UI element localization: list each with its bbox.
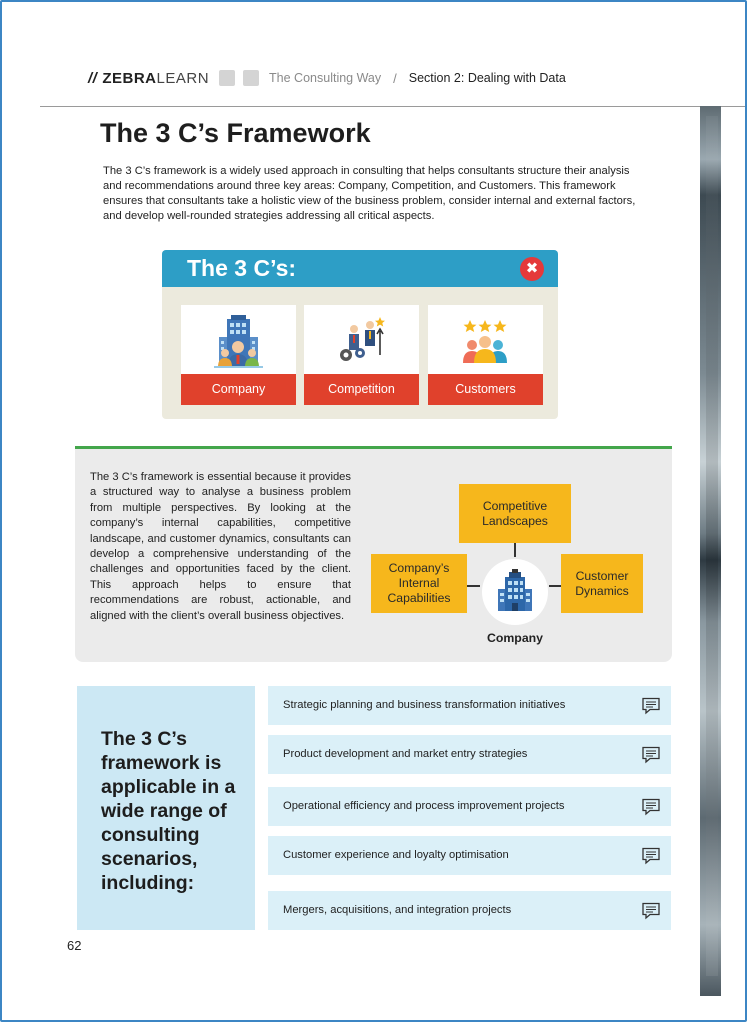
tile-label: Company: [181, 374, 296, 405]
tile-label: Competition: [304, 374, 419, 405]
grey-square-icon: [219, 70, 235, 86]
box-competitive-landscapes: Competitive Landscapes: [459, 484, 571, 543]
chat-bubble-icon: [641, 902, 661, 920]
three-cs-card: [162, 250, 558, 419]
scenario-row: [268, 836, 671, 875]
connector-top: [514, 543, 516, 557]
customers-stars-icon: [428, 311, 543, 371]
breadcrumb-separator: /: [393, 70, 397, 86]
scenario-text: Mergers, acquisitions, and integration projects: [283, 904, 512, 916]
three-cs-title: The 3 C’s:: [187, 255, 297, 281]
scenarios-heading: The 3 C’s framework is applicable in a wide range of consulting scenarios, including:: [101, 728, 236, 894]
logo-bold: ZEBRA: [102, 69, 157, 87]
box-customer-dynamics: Customer Dynamics: [561, 554, 643, 613]
scenario-text: Customer experience and loyalty optimisation: [283, 849, 509, 861]
scenario-row: [268, 735, 671, 774]
tile-company: [181, 305, 296, 405]
scenario-row: [268, 787, 671, 826]
page-header: [88, 68, 566, 88]
company-hub: [482, 559, 548, 625]
breadcrumb-book-title: The Consulting Way: [269, 71, 382, 85]
chat-bubble-icon: [641, 847, 661, 865]
breadcrumb-section: Section 2: Dealing with Data: [408, 71, 566, 85]
scenario-row: [268, 686, 671, 725]
tile-label: Customers: [428, 374, 543, 405]
chat-bubble-icon: [641, 798, 661, 816]
page-number: 62: [67, 938, 82, 953]
header-divider: [40, 106, 745, 107]
logo-light: LEARN: [156, 69, 210, 87]
close-icon: ✖: [520, 257, 544, 281]
scenario-text: Operational efficiency and process improvement projects: [283, 800, 565, 812]
side-photo-strip: [700, 106, 721, 996]
logo-slashes: //: [88, 69, 98, 87]
three-cs-header: [162, 250, 558, 287]
intro-paragraph: The 3 C’s framework is a widely used approach in consulting that helps consultants structure their analysis and recommendations around three key areas: Company, Competition, and Customers. This framework ensures that consultants take a holistic view of the business problem, consider internal and external factors, and develop well-rounded strategies addressing all critical aspects.: [103, 165, 636, 222]
scenario-text: Strategic planning and business transformation initiatives: [283, 699, 566, 711]
connector-right: [549, 585, 561, 587]
competitors-gears-icon: [304, 311, 419, 371]
page-title: The 3 C’s Framework: [100, 118, 371, 148]
explainer-paragraph: The 3 C’s framework is essential because it provides a structured way to analyse a business problem from multiple perspectives. By looking at the company’s internal capabilities, competitive landscape, and customer dynamics, consultants can develop a comprehensive understanding of the challenges and opportunities faced by the client. This approach helps to ensure that recommendations are robust, actionable, and aligned with the client’s overall business objectives.: [90, 471, 351, 622]
scenario-text: Product development and market entry strategies: [283, 748, 528, 760]
connector-left: [467, 585, 480, 587]
company-label: Company: [486, 631, 544, 645]
zebralearn-logo: [88, 70, 209, 87]
box-internal-capabilities: Company’s Internal Capabilities: [371, 554, 467, 613]
office-building-icon: [181, 311, 296, 371]
tile-customers: [428, 305, 543, 405]
office-building-icon: [482, 559, 548, 625]
tile-competition: [304, 305, 419, 405]
grey-square-icon: [243, 70, 259, 86]
chat-bubble-icon: [641, 697, 661, 715]
chat-bubble-icon: [641, 746, 661, 764]
scenario-row: [268, 891, 671, 930]
